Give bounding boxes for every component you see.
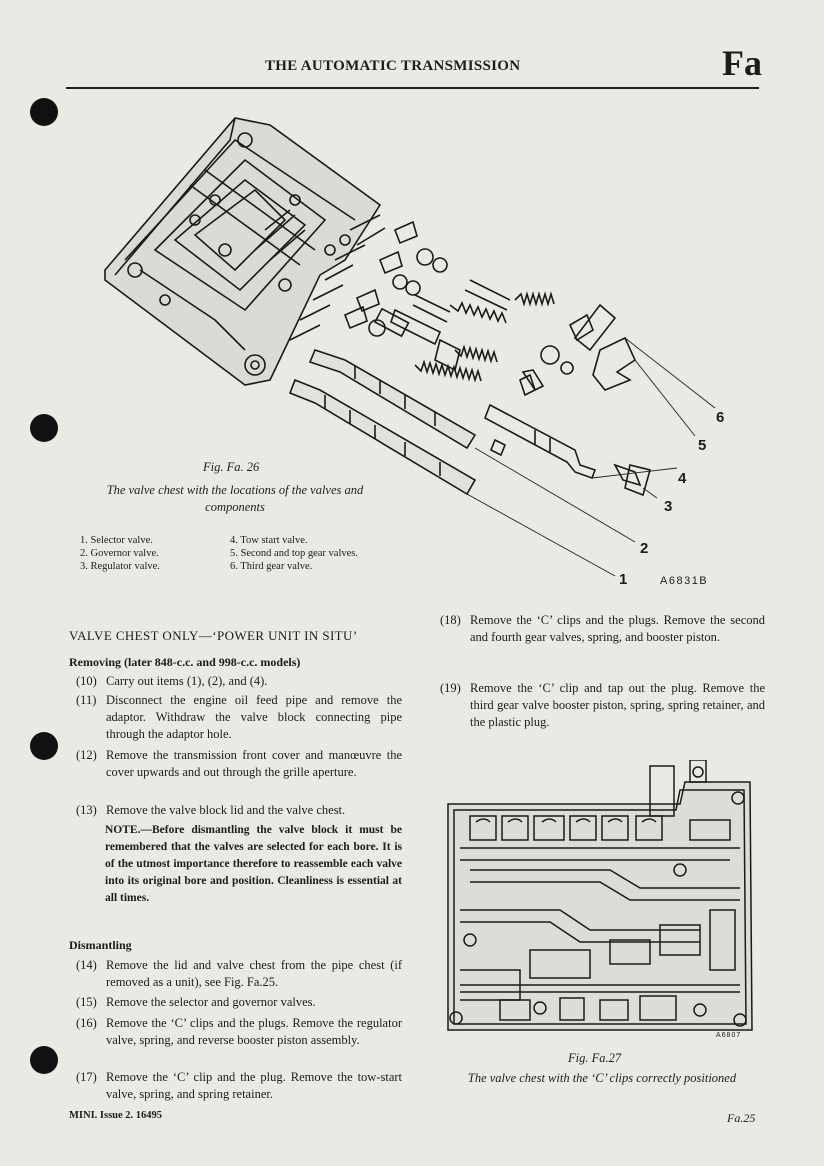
callout-3: 3 — [664, 498, 673, 515]
step-text: Remove the transmission front cover and manœuvre the cover upwards and out through the grille aperture. — [106, 748, 402, 779]
step-12 — [76, 747, 402, 781]
figure-26-number: Fig. Fa. 26 — [203, 460, 260, 474]
figure-26-ref-code: A6831B — [660, 575, 709, 587]
step-15 — [76, 994, 402, 1011]
punch-hole-2 — [30, 414, 58, 442]
header-rule — [66, 87, 759, 89]
punch-hole-1 — [30, 98, 58, 126]
step-text: Remove the ‘C’ clips and the plugs. Remove the second and fourth gear valves, spring, and booster piston. — [470, 613, 765, 644]
legend-item: 2. Governor valve. — [80, 548, 159, 559]
step-13 — [76, 802, 402, 819]
step-10 — [76, 673, 402, 690]
step-text: Disconnect the engine oil feed pipe and remove the adaptor. Withdraw the valve block connecting pipe through the adaptor hole. — [106, 693, 402, 741]
legend-item: 6. Third gear valve. — [230, 561, 313, 572]
step-18 — [440, 612, 765, 646]
legend-item: 3. Regulator valve. — [80, 561, 160, 572]
cleanliness-note: NOTE.—Before dismantling the valve block it must be remembered that the valves are selected for each bore. It is of the utmost importance therefore to reassemble each valve into its original bore and position. Cleanliness is essential at all times. — [105, 824, 402, 904]
step-text: Carry out items (1), (2), and (4). — [106, 674, 268, 688]
callout-4: 4 — [678, 470, 687, 487]
figure-27-caption: The valve chest with the ‘C’ clips correctly positioned — [467, 1071, 737, 1085]
step-17 — [76, 1069, 402, 1103]
step-number: (19) — [440, 681, 461, 695]
step-text: Remove the ‘C’ clip and tap out the plug. Remove the third gear valve booster piston, spring, spring retainer, and the plastic plug. — [470, 681, 765, 729]
step-number: (13) — [76, 803, 97, 817]
section-heading: VALVE CHEST ONLY—‘POWER UNIT IN SITU’ — [69, 628, 358, 643]
step-text: Remove the ‘C’ clips and the plugs. Remove the regulator valve, spring, and reverse booster piston assembly. — [106, 1016, 402, 1047]
removing-heading: Removing (later 848-c.c. and 998-c.c. models) — [69, 655, 301, 669]
legend-item: 1. Selector valve. — [80, 535, 153, 546]
figure-26-legend-left — [80, 534, 160, 573]
footer-issue-info: MINI. Issue 2. 16495 — [69, 1110, 163, 1121]
legend-item: 4. Tow start valve. — [230, 535, 308, 546]
figure-26-caption: The valve chest with the locations of the valves and components — [106, 483, 364, 514]
dismantling-heading: Dismantling — [69, 938, 132, 952]
step-number: (10) — [76, 674, 97, 688]
callout-2: 2 — [640, 540, 649, 557]
callout-6: 6 — [716, 409, 725, 426]
section-code: Fa — [722, 43, 762, 83]
figure-27-ref-code: A6807 — [716, 1032, 742, 1039]
step-number: (17) — [76, 1070, 97, 1084]
legend-item: 5. Second and top gear valves. — [230, 548, 359, 559]
step-number: (11) — [76, 693, 97, 707]
step-number: (18) — [440, 613, 461, 627]
step-11 — [76, 692, 402, 743]
figure-26-legend-right — [230, 534, 358, 573]
page-title: THE AUTOMATIC TRANSMISSION — [265, 58, 521, 74]
punch-hole-4 — [30, 1046, 58, 1074]
step-text: Remove the lid and valve chest from the pipe chest (if removed as a unit), see Fig. Fa.25. — [106, 958, 402, 989]
step-number: (16) — [76, 1016, 97, 1030]
step-number: (14) — [76, 958, 97, 972]
callout-5: 5 — [698, 437, 707, 454]
step-text: Remove the valve block lid and the valve chest. — [106, 803, 346, 817]
valve-chest-exploded-illustration — [95, 110, 735, 590]
step-text: Remove the selector and governor valves. — [106, 995, 316, 1009]
footer-page-number: Fa.25 — [727, 1111, 756, 1125]
figure-27-number: Fig. Fa.27 — [568, 1051, 622, 1065]
step-16 — [76, 1015, 402, 1049]
step-text: Remove the ‘C’ clip and the plug. Remove the tow-start valve, spring, and spring retainer. — [106, 1070, 402, 1101]
punch-hole-3 — [30, 732, 58, 760]
step-number: (12) — [76, 748, 97, 762]
step-number: (15) — [76, 995, 97, 1009]
callout-1: 1 — [619, 571, 628, 588]
valve-chest-c-clips-illustration — [440, 760, 760, 1045]
step-19 — [440, 680, 765, 731]
step-14 — [76, 957, 402, 991]
